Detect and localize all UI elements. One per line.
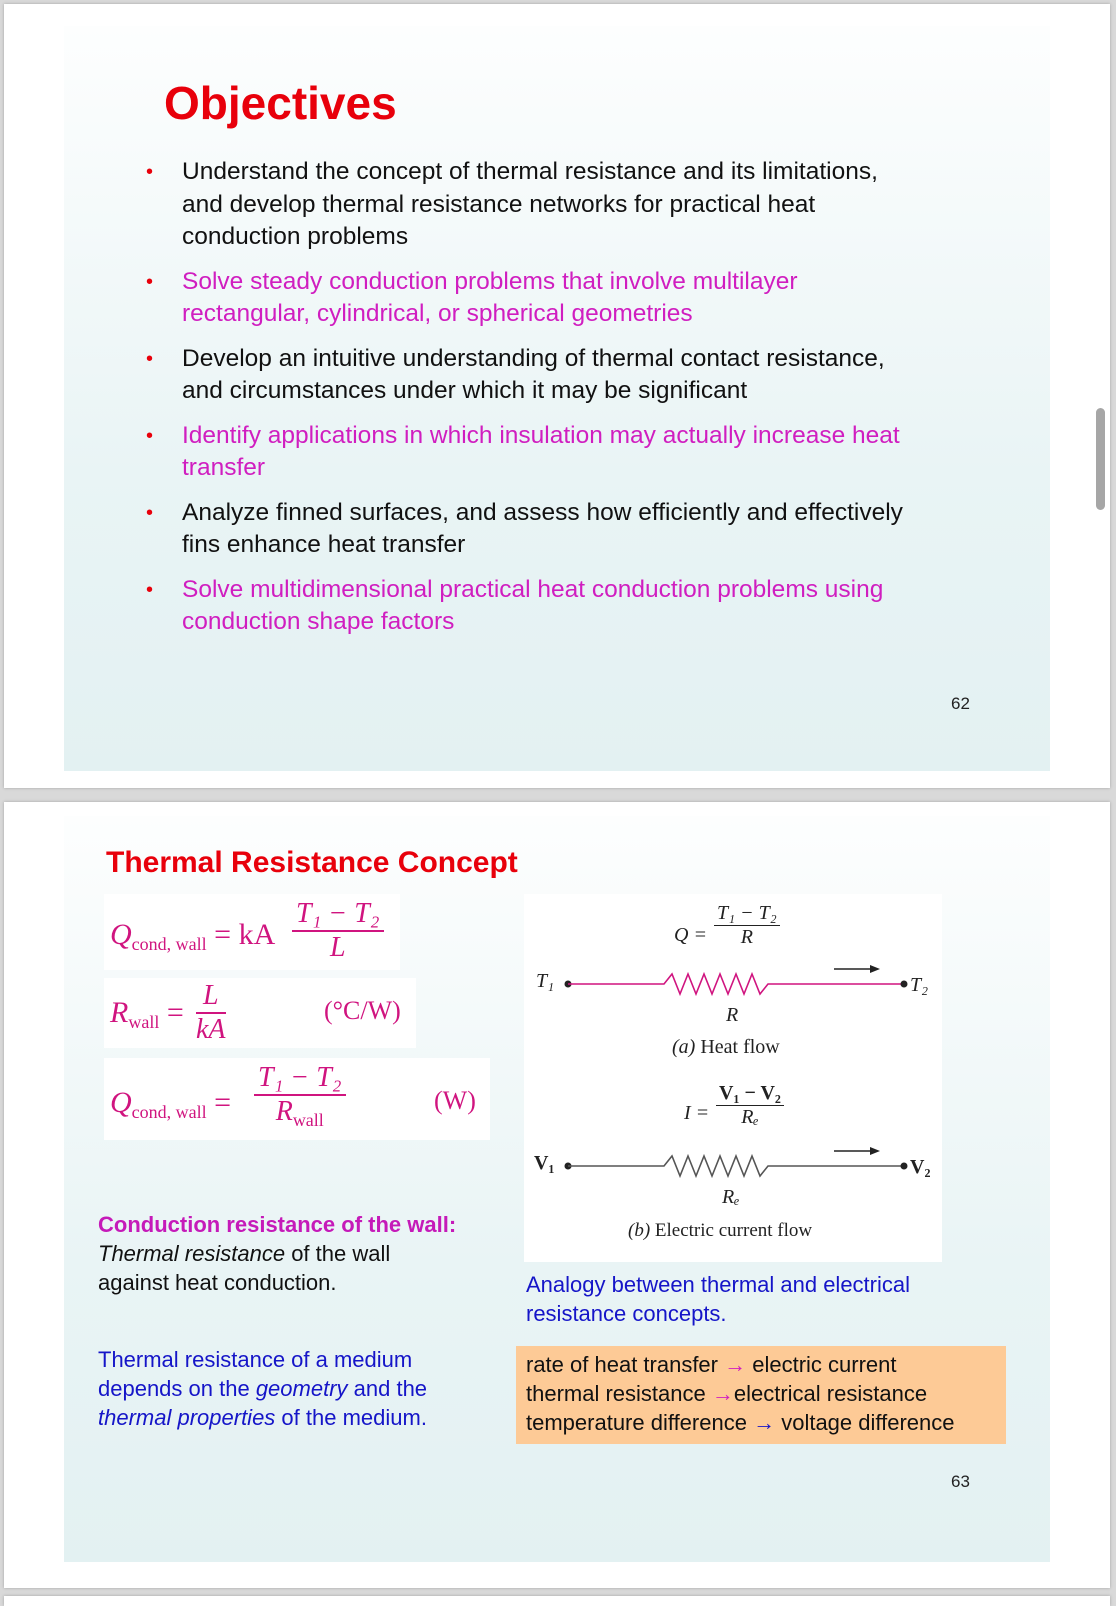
objective-item: • Solve steady conduction problems that involve multilayer rectangular, cylindrical, or spherical geometries bbox=[146, 267, 798, 327]
node-t1: T₁ bbox=[536, 970, 555, 992]
analogy-row: temperature difference → voltage difference bbox=[526, 1410, 955, 1435]
resistor-label: Rₑ bbox=[722, 1186, 740, 1208]
objective-item: • Identify applications in which insulation may actually increase heat transfer bbox=[146, 421, 900, 481]
electric-flow-label: (b) Electric current flow bbox=[628, 1220, 813, 1241]
page-62 bbox=[4, 4, 1110, 788]
node-v1: V₁ bbox=[534, 1152, 555, 1174]
bullet-icon: • bbox=[146, 501, 154, 524]
node-v2: V₂ bbox=[910, 1156, 931, 1178]
arrow-right-icon: → bbox=[753, 1410, 776, 1435]
slide-thermal-resistance bbox=[64, 816, 1050, 1562]
page-number: 62 bbox=[951, 694, 970, 713]
page-number: 63 bbox=[951, 1472, 970, 1491]
bullet-icon: • bbox=[146, 347, 154, 370]
slide-title: Thermal Resistance Concept bbox=[106, 846, 518, 879]
slide-objectives bbox=[64, 26, 1050, 771]
bullet-icon: • bbox=[146, 424, 154, 447]
equation-wall-resistance: $R_{wall}$ = $\frac{L}{kA}$ (°C/W) bbox=[104, 978, 416, 1048]
node-t2: T₂ bbox=[910, 974, 929, 996]
page-63 bbox=[4, 802, 1110, 1588]
resistor-label: R bbox=[726, 1004, 739, 1026]
objective-item: • Solve multidimensional practical heat conduction problems using conduction shape factors bbox=[146, 575, 884, 635]
arrow-right-icon: → bbox=[724, 1352, 747, 1377]
objectives-list bbox=[144, 156, 924, 651]
heat-flow-label: (a) Heat flow bbox=[672, 1036, 780, 1058]
objective-item: • Analyze finned surfaces, and assess how efficiently and effectively fins enhance heat transfer bbox=[146, 498, 903, 558]
bullet-icon: • bbox=[146, 161, 154, 183]
equation-heat-rate-resistance: $Q_{cond, wall}$ = T₁ − T₂ $R_{wall}$ (W) bbox=[104, 1058, 490, 1140]
conduction-resistance-definition: Conduction resistance of the wall: Thermal resistance of the wall against heat conduction. Thermal resistance of a medium depends on the geometry and the thermal properties of the medium. bbox=[98, 1212, 457, 1430]
diagram-caption: Analogy between thermal and electrical resistance concepts. bbox=[526, 1272, 911, 1326]
objective-item: • Develop an intuitive understanding of thermal contact resistance, and circumstances under which it may be significant bbox=[146, 344, 885, 404]
slide-title: Objectives bbox=[164, 77, 397, 129]
resistance-analogy-diagram: Q = $\frac{\text{T₁ − T₂}}{R}$ T₁ T₂ R (a) Heat flow I = $\frac{\text{V₁ − V₂}}{\text{Rₑ}}$ V₁ V₂ Rₑ (b) Electric current flow bbox=[524, 894, 942, 1262]
bullet-icon: • bbox=[146, 578, 154, 601]
bullet-icon: • bbox=[146, 270, 154, 293]
analogy-box bbox=[516, 1346, 1006, 1444]
objective-item: • Understand the concept of thermal resistance and its limitations, and develop thermal resistance networks for practical heat conduction problems bbox=[146, 158, 878, 250]
analogy-row: rate of heat transfer → electric current bbox=[526, 1352, 897, 1377]
analogy-row: thermal resistance →electrical resistance bbox=[526, 1381, 928, 1406]
vertical-scrollbar[interactable] bbox=[1096, 408, 1105, 510]
equation-conduction-rate: $Q_{cond, wall}$ = kA $\frac{\text{T₁ − T₂}}{L}$ bbox=[104, 894, 400, 970]
medium-note: Thermal resistance of a medium depends on the geometry and the thermal properties of the medium. bbox=[98, 1347, 428, 1430]
arrow-right-icon: → bbox=[711, 1381, 734, 1406]
next-page-edge bbox=[4, 1596, 1110, 1606]
